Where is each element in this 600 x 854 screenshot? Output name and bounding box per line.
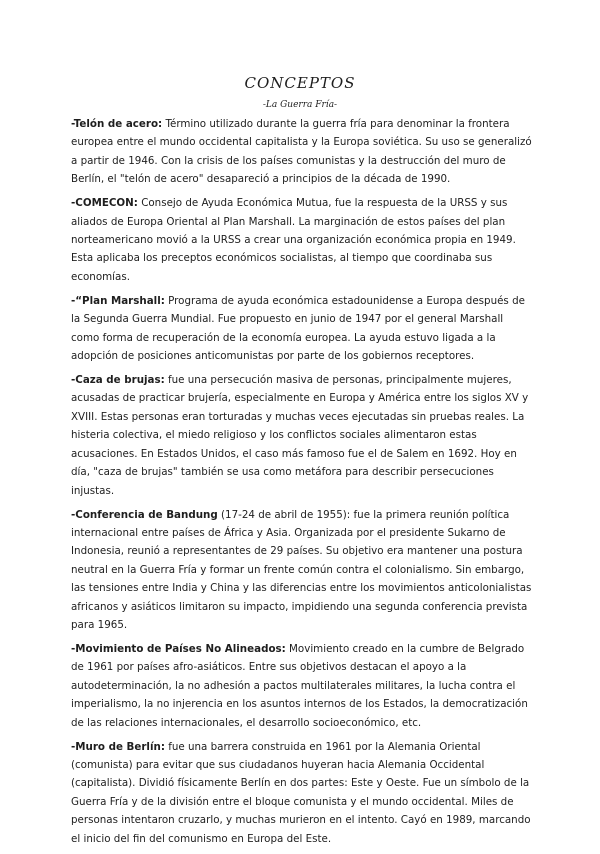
concept-term: -COMECON: [71, 197, 138, 210]
concept-entry-muro-de-berlin [71, 738, 533, 848]
concept-entry-telon-de-acero [71, 115, 533, 189]
concept-entry-paises-no-alineados [71, 640, 533, 732]
concept-definition: Programa de ayuda económica estadounidense a Europa después de la Segunda Guerra Mundial. Fue propuesto en junio de 1947 por el general Marshall como forma de recuperación de la economía europea. La ayuda estuvo ligada a la adopción de posiciones anticomunistas por parte de los gobiernos receptores. [71, 294, 525, 363]
concept-term: -Movimiento de Países No Alineados: [71, 642, 286, 655]
concept-term: -Muro de Berlín: [71, 740, 165, 753]
concept-definition: Término utilizado durante la guerra fría para denominar la frontera europea entre el mundo occidental capitalista y la Europa soviética. Su uso se generalizó a partir de 1946. Con la crisis de los países comunistas y la destrucción del muro de Berlín, el "telón de acero" desapareció a principios de la década de 1990. [71, 118, 532, 186]
concept-definition: Consejo de Ayuda Económica Mutua, fue la respuesta de la URSS y sus aliados de Europa Oriental al Plan Marshall. La marginación de estos países del plan norteamericano movió a la URSS a crear una organización económica propia en 1949. Esta aplicaba los preceptos económicos socialistas, al tiempo que coordinaba sus economías. [71, 197, 516, 283]
page-subtitle: -La Guerra Fría- [262, 100, 338, 110]
concept-definition: (17-24 de abril de 1955): fue la primera reunión política internacional entre países de África y Asia. Organizada por el presidente Sukarno de Indonesia, reunió a representantes de 29 países. Su objetivo era mantener una postura neutral en la Guerra Fría y formar un frente común contra el colonialismo. Sin embargo, las tensiones entre India y China y las diferencias entre los movimientos anticolonialistas africanos y asiáticos limitaron su impacto, impidiendo una segunda conferencia prevista para 1965. [71, 508, 532, 631]
concept-term: -“Plan Marshall: [71, 294, 165, 307]
concept-entry-comecon [71, 194, 533, 286]
concept-definition: fue una persecución masiva de personas, principalmente mujeres, acusadas de practicar brujería, especialmente en Europa y América entre los siglos XV y XVIII. Estas personas eran torturadas y muchas veces ejecutadas sin pruebas reales. La histeria colectiva, el miedo religioso y los conflictos sociales alimentaron estas acusaciones. En Estados Unidos, el caso más famoso fue el de Salem en 1692. Hoy en día, "caza de brujas" también se usa como metáfora para describir persecuciones injustas. [71, 374, 529, 497]
concept-entry-plan-marshall [71, 292, 533, 366]
concept-entry-caza-de-brujas [71, 371, 533, 500]
concept-definition: fue una barrera construida en 1961 por la Alemania Oriental (comunista) para evitar que sus ciudadanos huyeran hacia Alemania Occidental (capitalista). Dividió físicamente Berlín en dos partes: Este y Oeste. Fue un símbolo de la Guerra Fría y de la división entre el bloque comunista y el mundo occidental. Miles de personas intentaron cruzarlo, y muchas murieron en el intento. Cayó en 1989, marcando el inicio del fin del comunismo en Europa del Este. [71, 740, 531, 845]
concept-term: -Conferencia de Bandung [71, 508, 218, 521]
page-title: CONCEPTOS [244, 74, 356, 92]
concept-entry-conferencia-de-bandung [71, 506, 533, 635]
concept-term: -Caza de brujas: [71, 374, 165, 387]
concept-list [71, 115, 533, 854]
concept-definition: Movimiento creado en la cumbre de Belgrado de 1961 por países afro-asiáticos. Entre sus objetivos destacan el apoyo a la autodeterminación, la no adhesión a pactos multilaterales militares, la lucha contra el imperialismo, la no injerencia en los asuntos internos de los Estados, la democratización de las relaciones internacionales, el desarrollo socioeconómico, etc. [71, 642, 528, 729]
concept-term: -Telón de acero: [71, 118, 163, 130]
